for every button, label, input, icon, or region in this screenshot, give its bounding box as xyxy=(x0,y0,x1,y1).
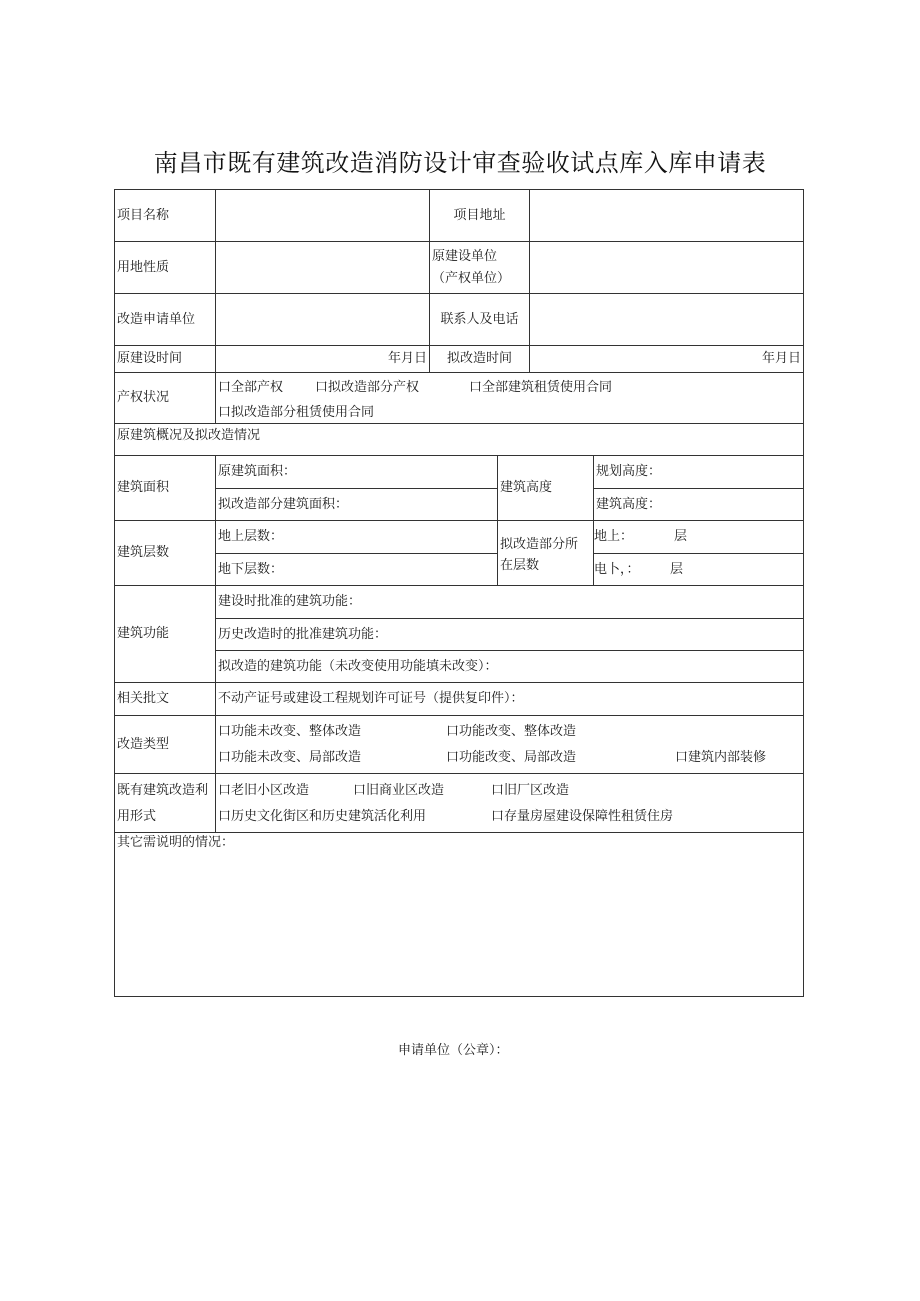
field-original-area[interactable]: 原建筑面积： xyxy=(215,455,498,489)
field-planned-floors-below[interactable] xyxy=(593,553,804,586)
option-partial-property[interactable]: 口拟改造部分产权 xyxy=(315,380,420,395)
field-planned-height[interactable]: 规划高度： xyxy=(593,455,804,489)
label-planned-floors-line2: 在层数 xyxy=(500,558,540,573)
label-building-height: 建筑高度 xyxy=(497,455,594,521)
option-unchanged-partial[interactable]: 口功能未改变、局部改造 xyxy=(218,750,362,765)
label-property-rights: 产权状况 xyxy=(114,372,216,424)
form-title: 南昌市既有建筑改造消防设计审查验收试点库入库申请表 xyxy=(153,149,767,177)
label-original-unit xyxy=(429,241,530,294)
label-usage-form-line2: 用形式 xyxy=(117,809,157,824)
field-planned-time[interactable]: 年月日 xyxy=(529,345,804,373)
field-contact[interactable] xyxy=(529,293,804,346)
field-project-address[interactable] xyxy=(529,189,804,242)
option-interior-decoration[interactable]: 口建筑内部装修 xyxy=(675,750,767,765)
floor-unit-above: 层 xyxy=(674,529,688,544)
field-other-notes[interactable]: 其它需说明的情况： xyxy=(114,832,804,997)
option-rental-housing[interactable]: 口存量房屋建设保障性租赁住房 xyxy=(491,809,674,824)
field-applicant-unit[interactable] xyxy=(215,293,430,346)
label-building-function: 建筑功能 xyxy=(114,585,216,683)
field-related-approval[interactable]: 不动产证号或建设工程规划许可证号（提供复印件）： xyxy=(215,682,804,716)
option-historic-district[interactable]: 口历史文化街区和历史建筑活化利用 xyxy=(218,809,427,824)
label-building-area: 建筑面积 xyxy=(114,455,216,521)
label-land-use: 用地性质 xyxy=(114,241,216,294)
floor-unit-below: 层 xyxy=(670,562,684,577)
field-original-unit[interactable] xyxy=(529,241,804,294)
field-approved-function[interactable]: 建设时批准的建筑功能： xyxy=(215,585,804,619)
option-old-commercial[interactable]: 口旧商业区改造 xyxy=(353,783,445,798)
label-renovation-type: 改造类型 xyxy=(114,715,216,774)
field-historical-function[interactable]: 历史改造时的批准建筑功能： xyxy=(215,618,804,651)
option-full-property[interactable]: 口全部产权 xyxy=(218,380,284,395)
label-usage-form xyxy=(114,773,216,833)
label-related-approval: 相关批文 xyxy=(114,682,216,716)
field-original-build-time[interactable]: 年月日 xyxy=(215,345,430,373)
application-form xyxy=(114,189,804,997)
label-original-build-time: 原建设时间 xyxy=(114,345,216,373)
below-ground-label: 电卜，： xyxy=(594,562,640,577)
field-land-use[interactable] xyxy=(215,241,430,294)
option-partial-lease[interactable]: 口拟改造部分租赁使用合同 xyxy=(218,405,375,420)
section-overview: 原建筑概况及拟改造情况 xyxy=(114,423,804,456)
option-old-residential[interactable]: 口老旧小区改造 xyxy=(218,783,310,798)
label-planned-floors xyxy=(497,520,594,586)
field-building-height[interactable]: 建筑高度： xyxy=(593,488,804,521)
label-usage-form-line1: 既有建筑改造利 xyxy=(117,783,209,798)
label-contact: 联系人及电话 xyxy=(429,293,530,346)
label-applicant-unit: 改造申请单位 xyxy=(114,293,216,346)
field-planned-function[interactable]: 拟改造的建筑功能（未改变使用功能填未改变）： xyxy=(215,650,804,683)
field-project-name[interactable] xyxy=(215,189,430,242)
field-planned-area[interactable]: 拟改造部分建筑面积： xyxy=(215,488,498,521)
label-original-unit-line1: 原建设单位 xyxy=(432,249,498,264)
field-floors-below[interactable]: 地下层数： xyxy=(215,553,498,586)
label-project-address: 项目地址 xyxy=(429,189,530,242)
label-planned-floors-line1: 拟改造部分所 xyxy=(500,537,579,552)
option-unchanged-whole[interactable]: 口功能未改变、整体改造 xyxy=(218,724,362,739)
usage-form-options xyxy=(215,773,804,833)
option-full-lease[interactable]: 口全部建筑租赁使用合同 xyxy=(469,380,613,395)
field-floors-above[interactable]: 地上层数： xyxy=(215,520,498,554)
label-project-name: 项目名称 xyxy=(114,189,216,242)
option-changed-partial[interactable]: 口功能改变、局部改造 xyxy=(446,750,577,765)
property-options xyxy=(215,372,804,424)
label-planned-time: 拟改造时间 xyxy=(429,345,530,373)
label-building-floors: 建筑层数 xyxy=(114,520,216,586)
field-planned-floors-above[interactable] xyxy=(593,520,804,554)
option-old-factory[interactable]: 口旧厂区改造 xyxy=(491,783,570,798)
applicant-seal-label: 申请单位（公章）： xyxy=(398,1043,509,1058)
option-changed-whole[interactable]: 口功能改变、整体改造 xyxy=(446,724,577,739)
label-original-unit-line2: （产权单位） xyxy=(432,271,511,286)
above-ground-label: 地上： xyxy=(594,529,634,544)
renovation-type-options xyxy=(215,715,804,774)
